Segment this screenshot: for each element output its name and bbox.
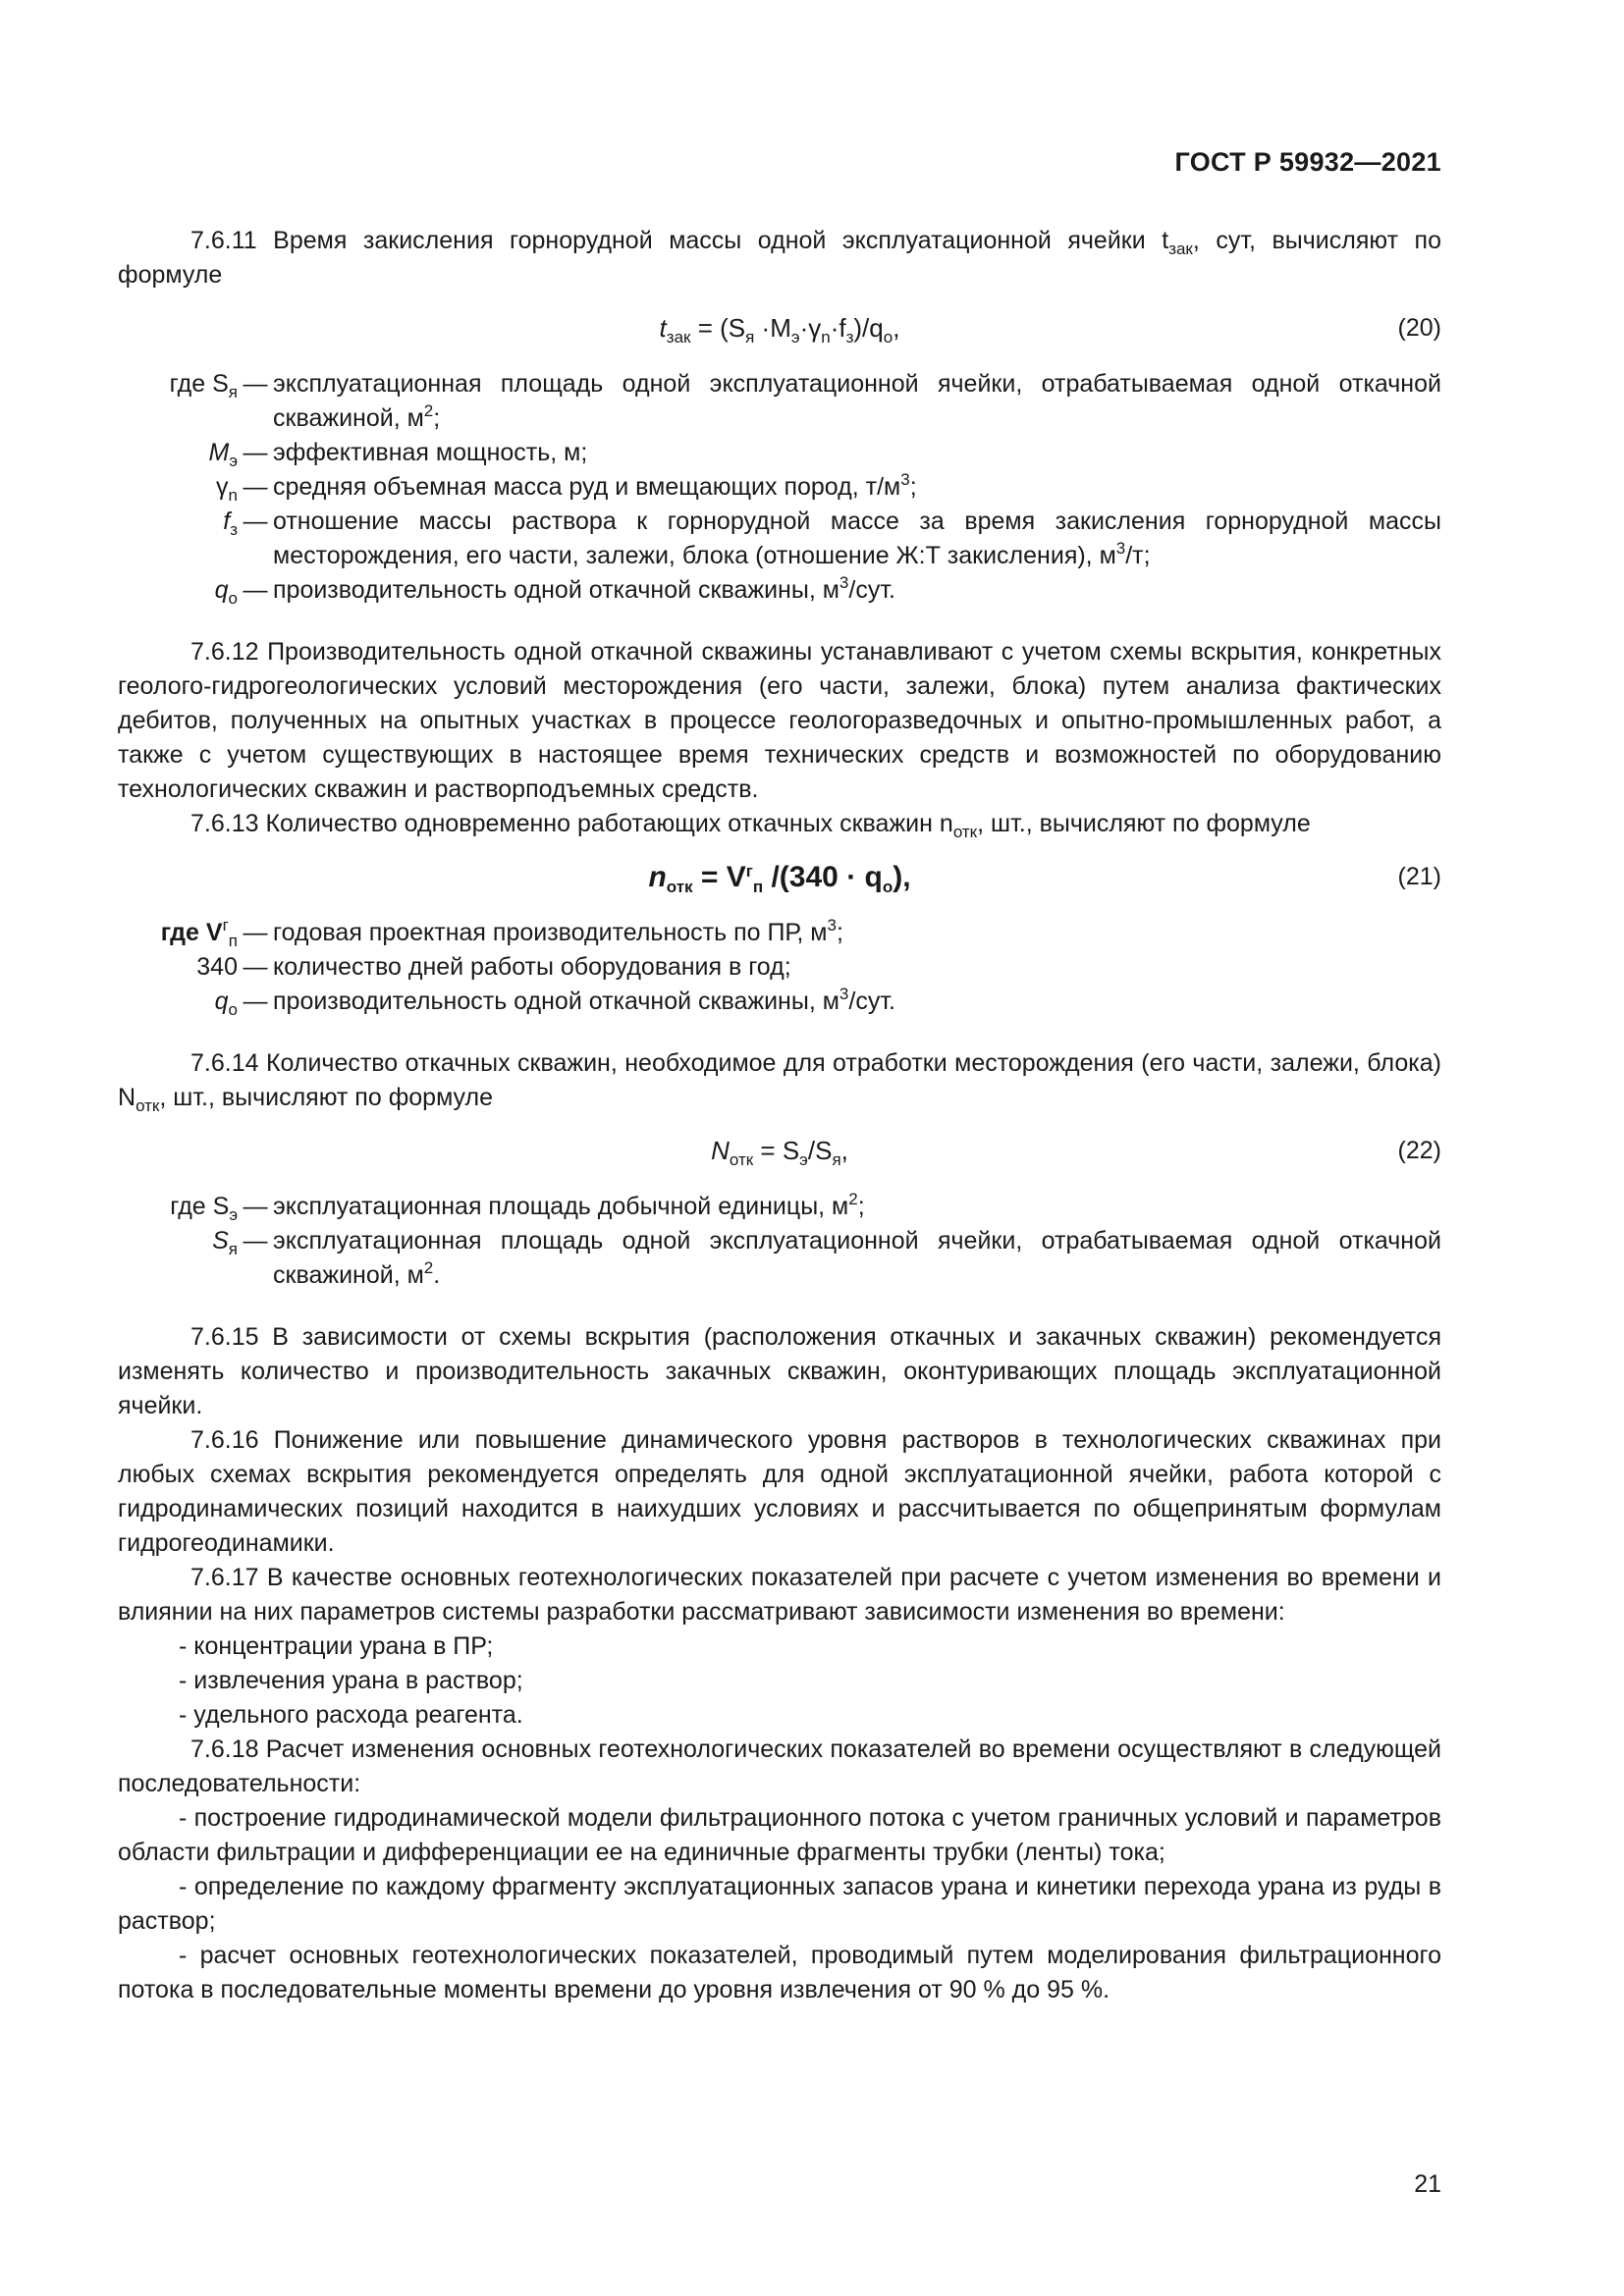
where-item: $q_о$ — производительность одной откачной скважины, $м^3$/сут. — [214, 573, 895, 608]
formula-22-expression: $N_{отк} = S_э/S_я$, — [711, 1136, 848, 1169]
formula-22-number: (22) — [1397, 1137, 1441, 1164]
page-number: 21 — [1414, 2170, 1441, 2198]
where-item: где $S_я$ — эксплуатационная площадь одной эксплуатационной ячейки, отрабатываемая одной откачной скважиной, $м^2$; — [169, 370, 1441, 432]
paragraph-7-6-17: 7.6.17 В качестве основных геотехнологических показателей при расчете с учетом изменения во времени и влиянии на них параметров системы разработки рассматривают зависимости изменения во времени: — [118, 1564, 1441, 1626]
page-body — [118, 224, 1441, 2007]
where-list-22 — [118, 1190, 1441, 1293]
list-item: - извлечения урана в раствор; — [179, 1667, 523, 1694]
formula-20-expression: $t_{зак} = (S_я \cdot M_э\cdot\gamma_n\cdot f_з)/q_о$, — [659, 313, 900, 347]
paragraph-7-6-14: 7.6.14 Количество откачных скважин, необходимое для отработки месторождения (его части, залежи, блока) $N_{отк}$, шт., вычисляют по формуле — [118, 1049, 1441, 1115]
where-list-21 — [118, 916, 1441, 1019]
document-header: ГОСТ Р 59932—2021 — [1174, 147, 1441, 177]
formula-20 — [118, 306, 1441, 353]
where-item: где $S_э$ — эксплуатационная площадь добычной единицы, $м^2$; — [170, 1190, 865, 1224]
paragraph-7-6-12: 7.6.12 Производительность одной откачной скважины устанавливают с учетом схемы вскрытия, конкретных геолого-гидрогеологических условий месторождения (его части, залежи, блока) путем анализа фактических дебитов, полученных на опытных участках в процессе геологоразведочных и опытно-промышленных работ, а также с учетом существующих в настоящее время технических средств и возможностей по оборудованию технологических скважин и растворподъемных средств. — [118, 638, 1441, 803]
paragraph-7-6-11: 7.6.11 Время закисления горнорудной массы одной эксплуатационной ячейки $t_{зак}$, сут, вычисляют по формуле — [118, 227, 1441, 289]
formula-21-expression: $n_{отк} = V^г_п$ $/(340 \cdot q_о)$, — [648, 861, 911, 896]
where-item: 340 — количество дней работы оборудования в год; — [196, 953, 791, 981]
where-item: $S_я$ — эксплуатационная площадь одной эксплуатационной ячейки, отрабатываемая одной откачной скважиной, $м^2$. — [212, 1227, 1441, 1289]
paragraph-7-6-13: 7.6.13 Количество одновременно работающих откачных скважин $n_{отк}$, шт., вычисляют по формуле — [190, 810, 1311, 841]
paragraph-7-6-18: 7.6.18 Расчет изменения основных геотехнологических показателей во времени осуществляют в следующей последовательности: — [118, 1735, 1441, 1797]
formula-20-number: (20) — [1397, 314, 1441, 342]
where-item: $\gamma_n$ — средняя объемная масса руд и вмещающих пород, $т/м^3$; — [216, 470, 917, 505]
formula-21-number: (21) — [1397, 863, 1441, 890]
list-item: - построение гидродинамической модели фильтрационного потока с учетом граничных условий и параметров области фильтрации и дифференциации ее на единичные фрагменты трубки (ленты) тока; — [118, 1804, 1441, 1866]
where-item: $q_о$ — производительность одной откачной скважины, $м^3$/сут. — [214, 985, 895, 1019]
list-item: - расчет основных геотехнологических показателей, проводимый путем моделирования фильтрационного потока в последовательные моменты времени до уровня извлечения от 90 % до 95 %. — [118, 1942, 1441, 2003]
paragraph-7-6-15: 7.6.15 В зависимости от схемы вскрытия (расположения откачных и закачных скважин) рекомендуется изменять количество и производительность закачных скважин, оконтуривающих площадь эксплуатационной ячейки. — [118, 1323, 1441, 1419]
where-item: $f_з$ — отношение массы раствора к горнорудной массе за время закисления горнорудной массы месторождения, его части, залежи, блока (отношение Ж:Т закисления), $м^3/т$; — [223, 507, 1441, 569]
paragraph-7-6-16: 7.6.16 Понижение или повышение динамического уровня растворов в технологических скважинах при любых схемах вскрытия рекомендуется определять для одной эксплуатационной ячейки, работа которой с гидродинамических позиций находится в наихудших условиях и рассчитывается по общепринятым формулам гидрогеодинамики. — [118, 1426, 1441, 1557]
list-item: - определение по каждому фрагменту эксплуатационных запасов урана и кинетики перехода урана из руды в раствор; — [118, 1873, 1441, 1935]
formula-21 — [118, 855, 1441, 902]
where-list-20 — [118, 367, 1441, 608]
where-item: $M_э$ — эффективная мощность, м; — [208, 439, 588, 470]
list-item: - концентрации урана в ПР; — [179, 1632, 494, 1660]
list-item: - удельного расхода реагента. — [179, 1701, 523, 1729]
formula-22 — [118, 1129, 1441, 1176]
where-item: где $V^г_п$ — годовая проектная производительность по ПР, $м^3$; — [160, 916, 843, 950]
